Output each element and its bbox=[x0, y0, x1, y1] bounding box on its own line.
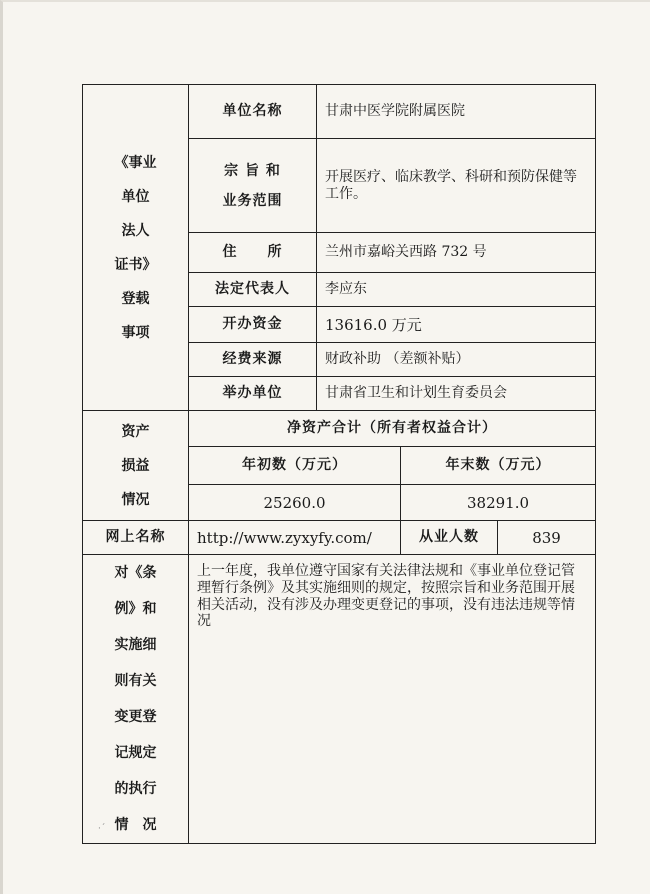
capital-value: 13616.0 万元 bbox=[317, 307, 596, 343]
label-line: 单位 bbox=[121, 188, 150, 205]
label-line: 例》和 bbox=[114, 601, 157, 617]
label-line: 的执行 bbox=[114, 781, 157, 797]
capital-label: 开办资金 bbox=[189, 307, 317, 343]
address-value: 兰州市嘉峪关西路 732 号 bbox=[317, 233, 596, 273]
annual-report-form bbox=[82, 84, 596, 844]
label-line: 资产 bbox=[121, 423, 150, 440]
label-line: 法人 bbox=[121, 222, 150, 239]
label-line: 证书》 bbox=[114, 256, 157, 273]
label-line: 实施细 bbox=[114, 637, 157, 653]
funding-value: 财政补助 （差额补贴） bbox=[317, 343, 596, 377]
legal-rep-label: 法定代表人 bbox=[189, 273, 317, 307]
purpose-label-line1: 宗 旨 和 bbox=[224, 162, 281, 179]
staff-count-value: 839 bbox=[498, 521, 596, 555]
sponsor-value: 甘肃省卫生和计划生育委员会 bbox=[317, 377, 596, 411]
address-label: 住 所 bbox=[189, 233, 317, 273]
label-line: 损益 bbox=[121, 457, 150, 474]
execution-text: 上一年度，我单位遵守国家有关法律法规和《事业单位登记管理暂行条例》及其实施细则的规定，按照宗旨和业务范围开展相关活动，没有涉及办理变更登记的事项，没有违法违规等情况 bbox=[189, 555, 596, 844]
end-year-header: 年末数（万元） bbox=[401, 447, 596, 485]
unit-name-value: 甘肃中医学院附属医院 bbox=[317, 85, 596, 139]
certificate-section-label bbox=[83, 85, 189, 411]
sponsor-label: 举办单位 bbox=[189, 377, 317, 411]
execution-section-label bbox=[83, 555, 189, 844]
scan-speck: ·´ bbox=[98, 824, 106, 834]
purpose-label-line2: 业务范围 bbox=[222, 192, 283, 209]
label-line: 变更登 bbox=[114, 709, 157, 725]
purpose-label bbox=[189, 139, 317, 233]
net-assets-header: 净资产合计（所有者权益合计） bbox=[189, 411, 596, 447]
funding-label: 经费来源 bbox=[189, 343, 317, 377]
assets-section-label bbox=[83, 411, 189, 521]
begin-year-header: 年初数（万元） bbox=[189, 447, 401, 485]
label-line: 情 况 bbox=[114, 817, 157, 833]
label-line: 对《条 bbox=[114, 565, 157, 581]
label-line: 记规定 bbox=[114, 745, 157, 761]
legal-rep-value: 李应东 bbox=[317, 273, 596, 307]
label-line: 事项 bbox=[121, 324, 150, 341]
label-line: 则有关 bbox=[114, 673, 157, 689]
web-name-label: 网上名称 bbox=[83, 521, 189, 555]
staff-count-label: 从业人数 bbox=[401, 521, 498, 555]
purpose-value: 开展医疗、临床教学、科研和预防保健等工作。 bbox=[317, 139, 596, 233]
label-line: 《事业 bbox=[114, 154, 157, 171]
end-year-value: 38291.0 bbox=[401, 485, 596, 521]
web-name-value: http://www.zyxyfy.com/ bbox=[189, 521, 401, 555]
unit-name-label: 单位名称 bbox=[189, 85, 317, 139]
begin-year-value: 25260.0 bbox=[189, 485, 401, 521]
label-line: 情况 bbox=[121, 491, 150, 508]
label-line: 登载 bbox=[121, 290, 150, 307]
